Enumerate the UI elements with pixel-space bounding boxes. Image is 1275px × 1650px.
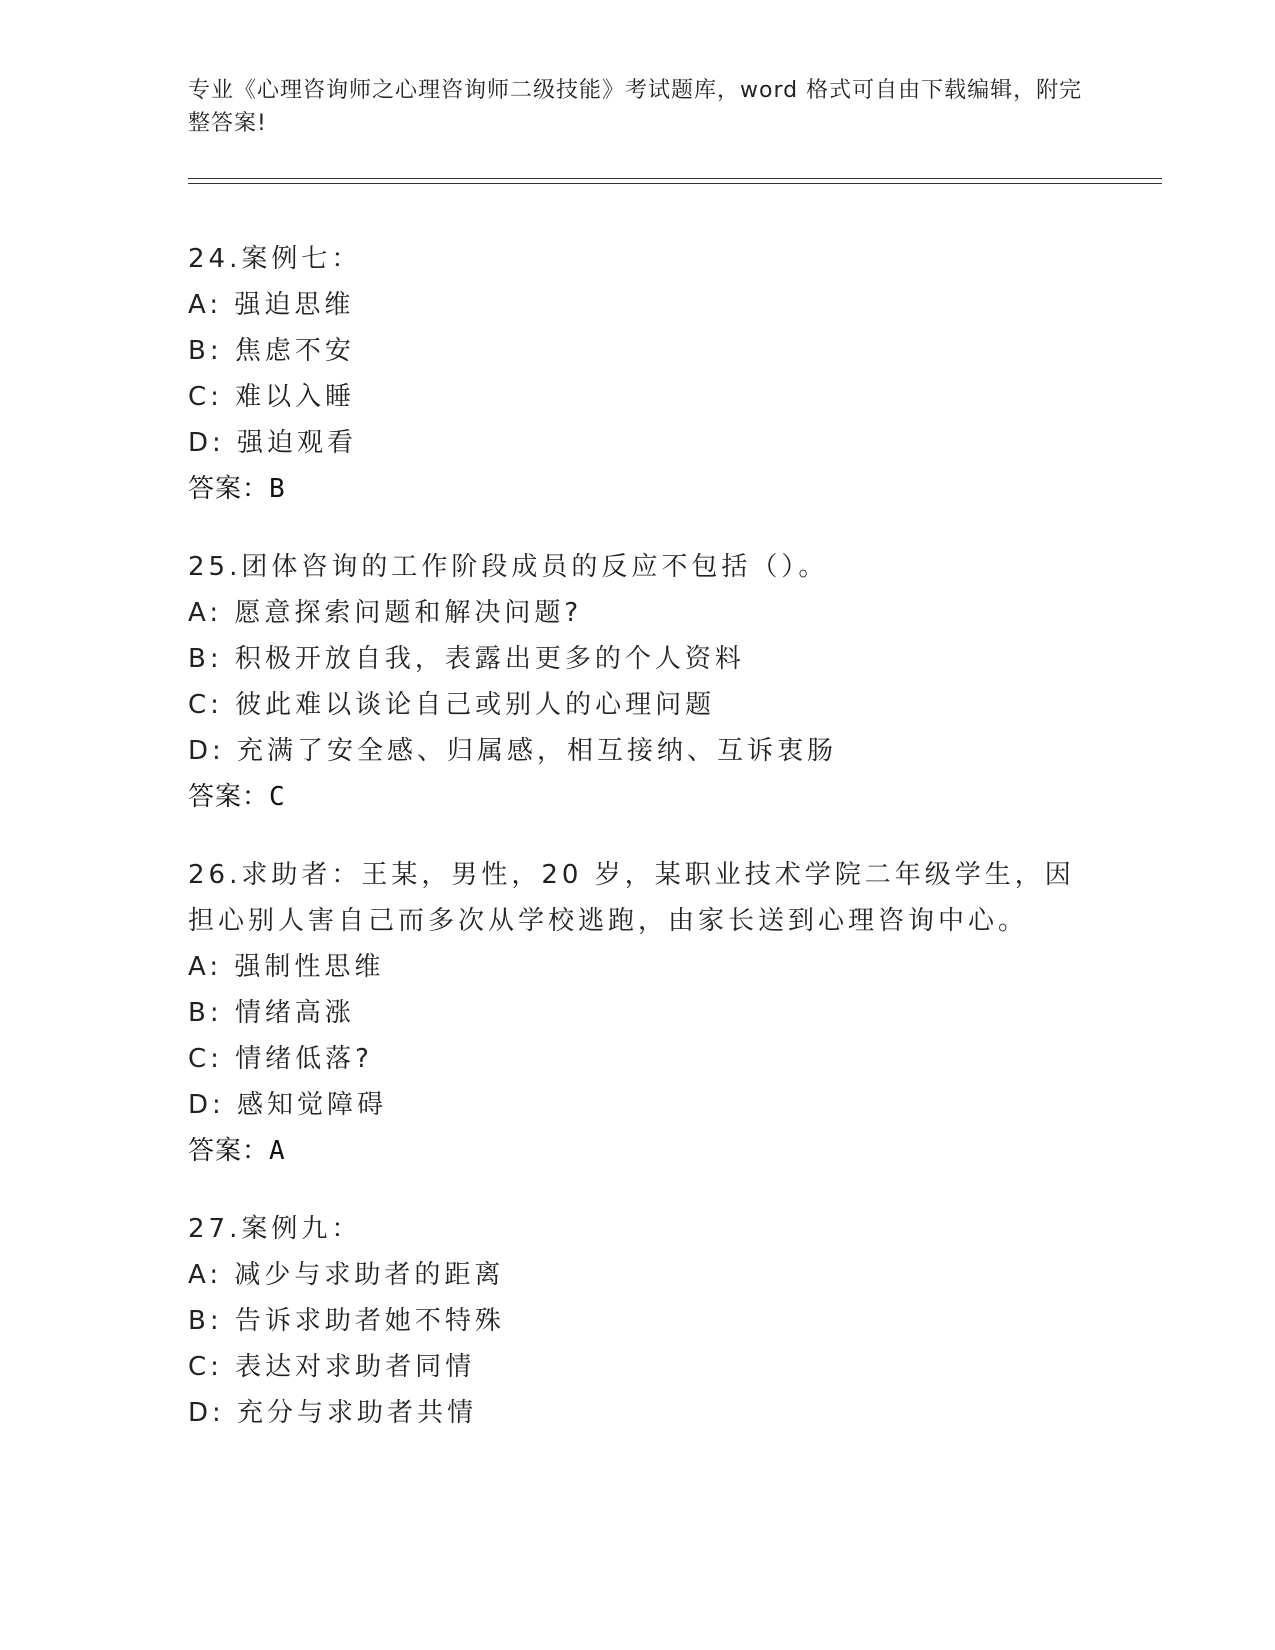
header-divider-bottom (188, 183, 1162, 184)
answer-value: A (269, 1136, 286, 1166)
option-b: B: 焦虑不安 (188, 336, 355, 366)
question-list (188, 236, 1088, 1468)
option-d: D: 充分与求助者共情 (188, 1398, 478, 1428)
document-header: 专业《心理咨询师之心理咨询师二级技能》考试题库，word 格式可自由下载编辑，附完整答案! (188, 78, 1083, 136)
option-d: D: 充满了安全感、归属感，相互接纳、互诉衷肠 (188, 736, 838, 766)
question-27 (188, 1206, 1088, 1436)
option-d: D: 强迫观看 (188, 428, 358, 458)
option-b: B: 积极开放自我，表露出更多的个人资料 (188, 644, 745, 674)
option-a: A: 强迫思维 (188, 290, 355, 320)
option-a: A: 强制性思维 (188, 952, 385, 982)
answer-line (188, 1128, 1088, 1174)
question-title: 24.案例七： (188, 244, 362, 274)
option-b: B: 告诉求助者她不特殊 (188, 1306, 505, 1336)
option-b: B: 情绪高涨 (188, 998, 355, 1028)
answer-label: 答案： (188, 782, 270, 812)
answer-line (188, 774, 1088, 820)
question-title: 25.团体咨询的工作阶段成员的反应不包括（）。 (188, 552, 829, 582)
option-c: C: 情绪低落? (188, 1044, 373, 1074)
header-divider-top (188, 178, 1162, 179)
answer-value: C (269, 782, 286, 812)
option-a: A: 减少与求助者的距离 (188, 1260, 505, 1290)
question-24 (188, 236, 1088, 512)
option-a: A: 愿意探索问题和解决问题? (188, 598, 583, 628)
option-c: C: 表达对求助者同情 (188, 1352, 476, 1382)
question-25 (188, 544, 1088, 820)
answer-line (188, 466, 1088, 512)
question-26 (188, 852, 1088, 1174)
question-title: 26.求助者：王某，男性，20 岁，某职业技术学院二年级学生，因担心别人害自己而多次从学校逃跑，由家长送到心理咨询中心。 (188, 860, 1075, 936)
answer-value: B (269, 474, 286, 504)
option-d: D: 感知觉障碍 (188, 1090, 388, 1120)
option-c: C: 彼此难以谈论自己或别人的心理问题 (188, 690, 716, 720)
question-title: 27.案例九： (188, 1214, 362, 1244)
answer-label: 答案： (188, 474, 270, 504)
answer-label: 答案： (188, 1136, 270, 1166)
option-c: C: 难以入睡 (188, 382, 356, 412)
